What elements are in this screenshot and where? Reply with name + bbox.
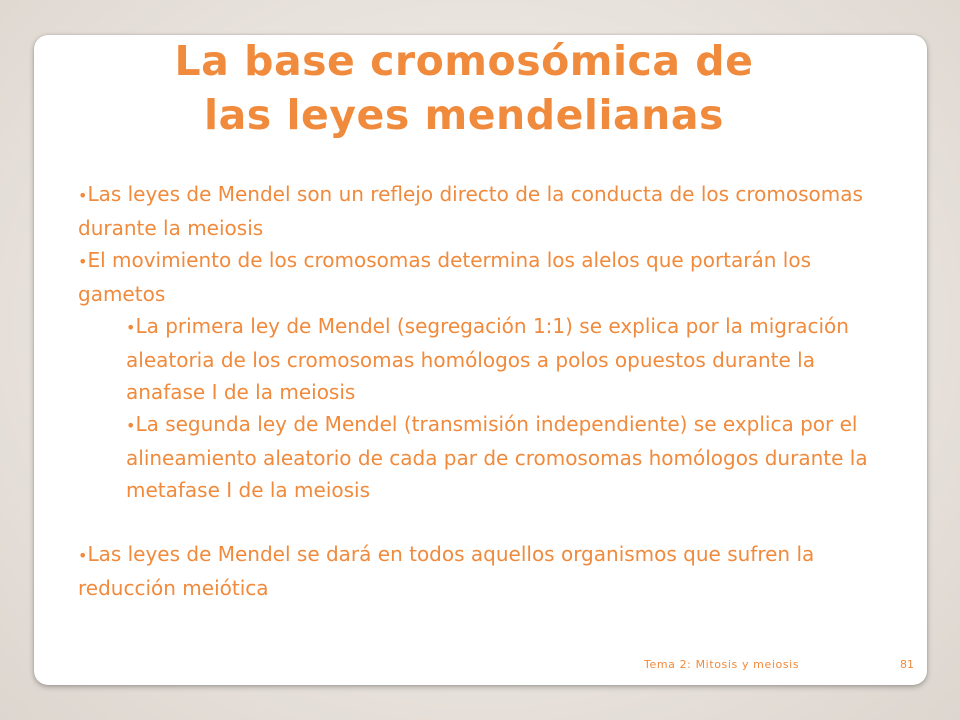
slide-title: [34, 34, 894, 142]
bullet-text: Las leyes de Mendel se dará en todos aquellos organismos que sufren la reducción meiótica: [78, 542, 815, 600]
footer-topic: Tema 2: Mitosis y meiosis: [644, 658, 800, 671]
bullet-item: [78, 538, 888, 604]
slide-content: [78, 178, 888, 604]
bullet-item: [78, 244, 888, 310]
sub-bullet-item: [78, 408, 888, 506]
bullet-marker: •: [126, 318, 136, 337]
footer-page-number: 81: [900, 658, 914, 671]
bullet-marker: •: [126, 416, 136, 435]
bullet-item: [78, 178, 888, 244]
bullet-text: El movimiento de los cromosomas determina los alelos que portarán los gametos: [78, 248, 812, 306]
bullet-text: La primera ley de Mendel (segregación 1:1) se explica por la migración aleatoria de los cromosomas homólogos a polos opuestos durante la anafase I de la meiosis: [126, 314, 849, 404]
bullet-marker: •: [78, 546, 88, 565]
sub-bullet-item: [78, 310, 888, 408]
spacer: [78, 506, 888, 538]
slide-title-line-2: las leyes mendelianas: [204, 91, 724, 139]
bullet-text: La segunda ley de Mendel (transmisión independiente) se explica por el alineamiento aleatorio de cada par de cromosomas homólogos durante la metafase I de la meiosis: [126, 412, 868, 502]
bullet-text: Las leyes de Mendel son un reflejo directo de la conducta de los cromosomas durante la meiosis: [78, 182, 863, 240]
bullet-marker: •: [78, 186, 88, 205]
bullet-marker: •: [78, 252, 88, 271]
slide-title-line-1: La base cromosómica de: [174, 37, 754, 85]
